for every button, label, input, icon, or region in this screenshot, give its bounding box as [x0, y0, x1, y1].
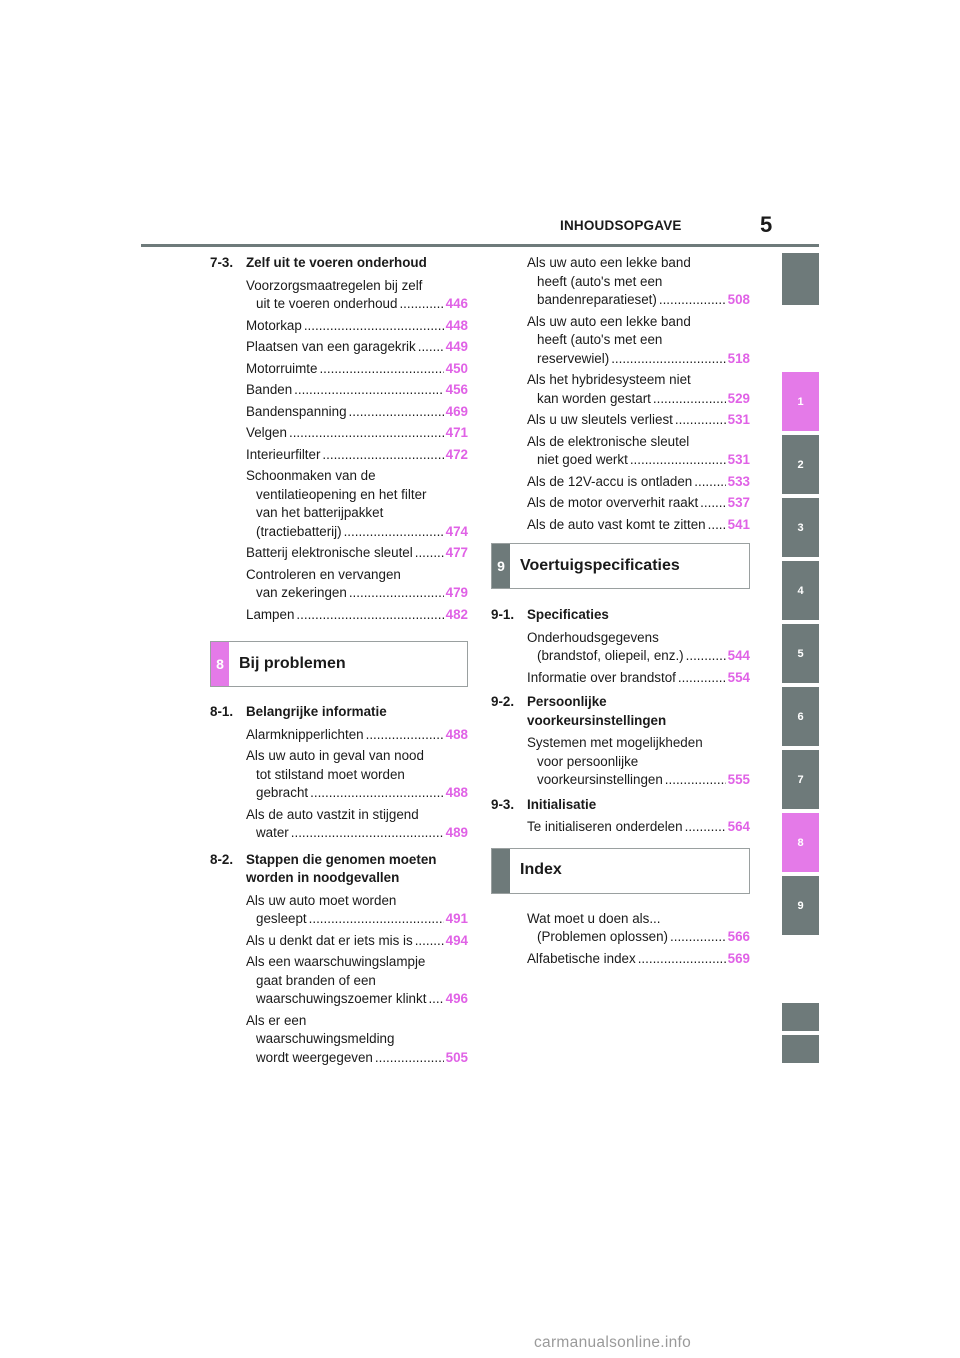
toc-entry[interactable]: Te initialiseren onderdelen ..... 564	[527, 818, 750, 837]
page-link[interactable]: 569	[727, 950, 750, 966]
toc-entry[interactable]: Als uw auto in geval van nood tot stilstand moet worden gebracht ..... 488	[246, 747, 468, 803]
chapter-box-9[interactable]	[491, 543, 750, 589]
page-link[interactable]: 564	[727, 819, 750, 834]
chapter-tab-blank-top[interactable]	[782, 253, 819, 305]
chapter-title: Voertuigspecificaties	[520, 556, 680, 574]
page-link[interactable]: 518	[727, 350, 750, 366]
page-link[interactable]: 494	[445, 932, 468, 948]
toc-entry[interactable]: Als uw auto een lekke band heeft (auto's met een bandenreparatieset) ..... 508	[527, 254, 750, 310]
section-number: 8-2.	[210, 851, 234, 867]
chapter-box-8[interactable]	[210, 641, 468, 687]
page-link[interactable]: 471	[445, 425, 468, 440]
chapter-tab-5[interactable]: 5	[782, 624, 819, 683]
section-number: 9-2.	[491, 694, 515, 709]
page-link[interactable]: 489	[445, 825, 468, 840]
section-7-3	[210, 254, 468, 273]
section-number: 7-3.	[210, 255, 234, 270]
page-link[interactable]: 446	[445, 296, 468, 311]
section-9-2	[491, 693, 750, 730]
page-link[interactable]: 537	[727, 495, 750, 510]
toc-entry[interactable]: Velgen ..... 471	[246, 424, 468, 443]
page-link[interactable]: 456	[445, 382, 468, 397]
page-link[interactable]: 488	[445, 726, 468, 742]
toc-entry[interactable]: Batterij elektronische sleutel ..... 477	[246, 544, 468, 563]
toc-entry[interactable]: Controleren en vervangen van zekeringen ..... 479	[246, 566, 468, 603]
page-link[interactable]: 544	[727, 648, 750, 663]
page-link[interactable]: 533	[727, 473, 750, 489]
chapter-tab-1[interactable]: 1	[782, 372, 819, 431]
toc-entry[interactable]: Als de auto vastzit in stijgend water ..... 489	[246, 806, 468, 843]
toc-entry[interactable]: Interieurfilter ..... 472	[246, 446, 468, 465]
chapter-tab-9[interactable]: 9	[782, 876, 819, 935]
page-link[interactable]: 566	[727, 929, 750, 944]
chapter-tab-7[interactable]: 7	[782, 750, 819, 809]
chapter-tab-8[interactable]: 8	[782, 813, 819, 872]
chapter-tab-blank-lower-2[interactable]	[782, 1035, 819, 1063]
page-link[interactable]: 555	[727, 772, 750, 787]
toc-entry[interactable]: Plaatsen van een garagekrik ..... 449	[246, 338, 468, 357]
watermark: carmanualsonline.info	[534, 1334, 692, 1351]
toc-entry[interactable]: Als de 12V-accu is ontladen ..... 533	[527, 473, 750, 492]
chapter-title: Index	[520, 861, 562, 879]
toc-entry[interactable]: Systemen met mogelijkheden voor persoonlijke voorkeursinstellingen ..... 555	[527, 734, 750, 790]
toc-entry[interactable]: Banden ..... 456	[246, 381, 468, 400]
chapter-number-badge: 8	[211, 642, 229, 686]
page-link[interactable]: 477	[445, 545, 468, 560]
toc-entry[interactable]: Als het hybridesysteem niet kan worden gestart ..... 529	[527, 371, 750, 408]
chapter-tab-3[interactable]: 3	[782, 498, 819, 557]
section-number: 9-1.	[491, 607, 515, 622]
toc-entry[interactable]: Als de auto vast komt te zitten ..... 541	[527, 516, 750, 535]
page-link[interactable]: 541	[727, 516, 750, 532]
section-title: Zelf uit te voeren onderhoud	[246, 255, 427, 270]
page-link[interactable]: 491	[445, 911, 468, 926]
toc-entry[interactable]: Als u uw sleutels verliest ..... 531	[527, 411, 750, 430]
section-title: Initialisatie	[527, 796, 597, 812]
page-link[interactable]: 449	[445, 339, 468, 354]
toc-entry[interactable]: Als uw auto moet worden gesleept ..... 491	[246, 892, 468, 929]
section-number: 9-3.	[491, 796, 515, 812]
section-title: Stappen die genomen moeten	[246, 851, 437, 867]
toc-entry[interactable]: Informatie over brandstof ..... 554	[527, 669, 750, 688]
page-link[interactable]: 482	[445, 606, 468, 622]
page-link[interactable]: 554	[727, 669, 750, 685]
chapter-tab-2[interactable]: 2	[782, 435, 819, 494]
page-link[interactable]: 531	[727, 412, 750, 427]
page-link[interactable]: 472	[445, 446, 468, 462]
page-link[interactable]: 505	[445, 1049, 468, 1065]
toc-entry[interactable]: Als er een waarschuwingsmelding wordt weergegeven ..... 505	[246, 1012, 468, 1068]
section-title: Persoonlijke	[527, 694, 607, 709]
section-number: 8-1.	[210, 704, 234, 719]
chapter-tab-4[interactable]: 4	[782, 561, 819, 620]
page-link[interactable]: 479	[445, 585, 468, 600]
page-link[interactable]: 508	[727, 292, 750, 307]
toc-entry[interactable]: Als de elektronische sleutel niet goed werkt ..... 531	[527, 433, 750, 470]
section-title-line-2: voorkeursinstellingen	[527, 712, 667, 728]
right-column	[491, 254, 750, 971]
toc-entry[interactable]: Lampen ..... 482	[246, 606, 468, 625]
page-link[interactable]: 469	[445, 403, 468, 419]
page-link[interactable]: 531	[727, 452, 750, 467]
page-number: 5	[760, 212, 773, 237]
toc-entry[interactable]: Motorkap ..... 448	[246, 317, 468, 336]
chapter-title: Bij problemen	[239, 654, 346, 672]
toc-entry[interactable]: Wat moet u doen als... (Problemen oplossen) ..... 566	[527, 910, 750, 947]
toc-entry[interactable]: Schoonmaken van de ventilatieopening en het filter van het batterijpakket (tractiebatterij) ..... 474	[246, 467, 468, 541]
section-8-1	[210, 703, 468, 722]
chapter-tab-blank-lower-1[interactable]	[782, 1003, 819, 1031]
chapter-box-index[interactable]	[491, 848, 750, 894]
section-title-line-2: worden in noodgevallen	[246, 870, 400, 885]
toc-entry[interactable]: Als uw auto een lekke band heeft (auto's met een reservewiel) ..... 518	[527, 313, 750, 369]
page-link[interactable]: 496	[445, 991, 468, 1006]
page-link[interactable]: 448	[445, 317, 468, 333]
chapter-tab-6[interactable]: 6	[782, 687, 819, 746]
toc-entry[interactable]: Onderhoudsgegevens (brandstof, oliepeil, enz.) ..... 544	[527, 629, 750, 666]
toc-entry[interactable]: Alfabetische index ..... 569	[527, 950, 750, 969]
toc-entry[interactable]: Als een waarschuwingslampje gaat branden of een waarschuwingszoemer klinkt ..... 496	[246, 953, 468, 1009]
section-title: Specificaties	[527, 607, 609, 622]
header-title: INHOUDSOPGAVE	[560, 218, 682, 233]
toc-entry[interactable]: Als de motor oververhit raakt ..... 537	[527, 494, 750, 513]
left-column	[210, 254, 468, 1070]
section-9-1	[491, 606, 750, 625]
section-9-3	[491, 796, 750, 815]
toc-entry[interactable]: Motorruimte ..... 450	[246, 360, 468, 379]
page-link[interactable]: 488	[445, 785, 468, 800]
page-link[interactable]: 529	[727, 390, 750, 406]
toc-entry[interactable]: Bandenspanning ..... 469	[246, 403, 468, 422]
toc-entry[interactable]: Alarmknipperlichten ..... 488	[246, 726, 468, 745]
section-8-2	[210, 851, 468, 888]
toc-entry[interactable]: Voorzorgsmaatregelen bij zelf uit te voeren onderhoud ..... 446	[246, 277, 468, 314]
toc-entry[interactable]: Als u denkt dat er iets mis is ..... 494	[246, 932, 468, 951]
header-rule	[141, 244, 819, 247]
page-link[interactable]: 450	[445, 360, 468, 376]
chapter-number-badge: 9	[492, 544, 510, 588]
page-link[interactable]: 474	[445, 523, 468, 539]
section-title: Belangrijke informatie	[246, 704, 387, 719]
chapter-number-badge	[492, 849, 510, 893]
